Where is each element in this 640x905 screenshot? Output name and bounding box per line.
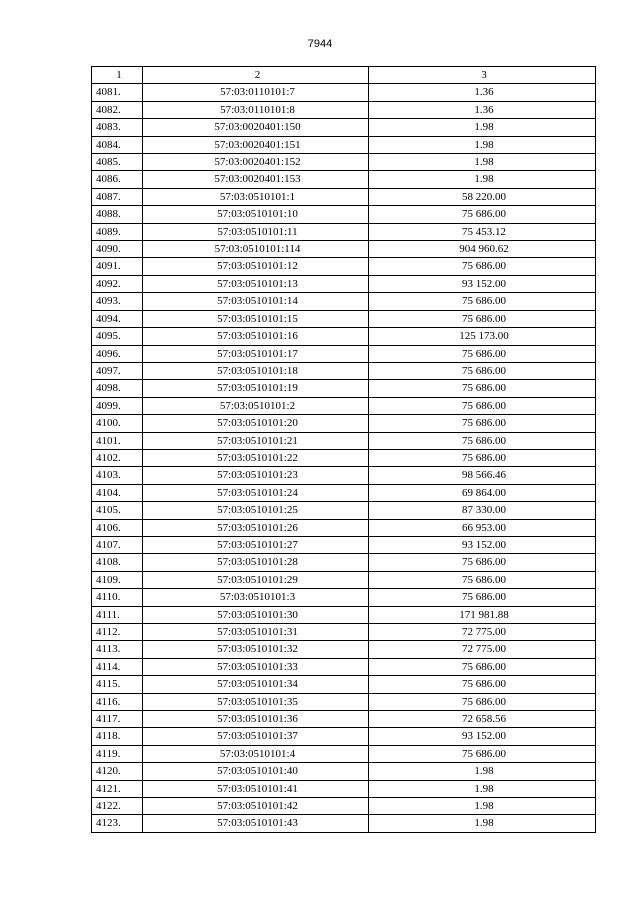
table-row (92, 171, 596, 188)
cadastral-number-cell: 57:03:0510101:1 (143, 188, 369, 205)
table-row (92, 136, 596, 153)
table-row (92, 467, 596, 484)
cadastral-number-cell: 57:03:0020401:150 (143, 119, 369, 136)
column-header-cadastral-number: 2 (143, 67, 369, 84)
table-row (92, 241, 596, 258)
cadastral-value-cell: 75 686.00 (369, 345, 596, 362)
table-row (92, 362, 596, 379)
cadastral-value-cell: 1.36 (369, 84, 596, 101)
row-number-cell: 4099. (92, 397, 143, 414)
cadastral-number-cell: 57:03:0510101:30 (143, 606, 369, 623)
row-number-cell: 4112. (92, 624, 143, 641)
table-row (92, 310, 596, 327)
cadastral-value-cell: 75 453.12 (369, 223, 596, 240)
row-number-cell: 4122. (92, 798, 143, 815)
cadastral-number-cell: 57:03:0510101:21 (143, 432, 369, 449)
table-row (92, 763, 596, 780)
cadastral-value-cell: 72 658.56 (369, 711, 596, 728)
cadastral-value-cell: 1.98 (369, 763, 596, 780)
row-number-cell: 4084. (92, 136, 143, 153)
cadastral-number-cell: 57:03:0510101:20 (143, 415, 369, 432)
row-number-cell: 4100. (92, 415, 143, 432)
table-row (92, 397, 596, 414)
cadastral-number-cell: 57:03:0510101:14 (143, 293, 369, 310)
cadastral-value-cell: 75 686.00 (369, 310, 596, 327)
cadastral-value-cell: 1.98 (369, 136, 596, 153)
cadastral-value-cell: 69 864.00 (369, 484, 596, 501)
row-number-cell: 4123. (92, 815, 143, 832)
table-row (92, 119, 596, 136)
cadastral-number-cell: 57:03:0110101:8 (143, 101, 369, 118)
cadastral-value-cell: 75 686.00 (369, 658, 596, 675)
cadastral-number-cell: 57:03:0510101:4 (143, 745, 369, 762)
cadastral-number-cell: 57:03:0510101:35 (143, 693, 369, 710)
cadastral-number-cell: 57:03:0510101:36 (143, 711, 369, 728)
cadastral-value-cell: 93 152.00 (369, 536, 596, 553)
cadastral-number-cell: 57:03:0510101:26 (143, 519, 369, 536)
row-number-cell: 4082. (92, 101, 143, 118)
row-number-cell: 4117. (92, 711, 143, 728)
row-number-cell: 4103. (92, 467, 143, 484)
cadastral-value-cell: 72 775.00 (369, 624, 596, 641)
table-row (92, 711, 596, 728)
table-row (92, 258, 596, 275)
table-row (92, 624, 596, 641)
cadastral-number-cell: 57:03:0510101:40 (143, 763, 369, 780)
row-number-cell: 4090. (92, 241, 143, 258)
row-number-cell: 4106. (92, 519, 143, 536)
page-number: 7944 (307, 38, 333, 50)
row-number-cell: 4111. (92, 606, 143, 623)
cadastral-value-cell: 87 330.00 (369, 502, 596, 519)
cadastral-value-cell: 1.98 (369, 798, 596, 815)
table-row (92, 519, 596, 536)
cadastral-number-cell: 57:03:0510101:3 (143, 589, 369, 606)
row-number-cell: 4091. (92, 258, 143, 275)
cadastral-value-cell: 72 775.00 (369, 641, 596, 658)
cadastral-value-cell: 1.98 (369, 815, 596, 832)
row-number-cell: 4094. (92, 310, 143, 327)
cadastral-value-cell: 75 686.00 (369, 693, 596, 710)
cadastral-number-cell: 57:03:0510101:2 (143, 397, 369, 414)
cadastral-number-cell: 57:03:0020401:153 (143, 171, 369, 188)
table-row (92, 84, 596, 101)
cadastral-value-cell: 75 686.00 (369, 571, 596, 588)
row-number-cell: 4093. (92, 293, 143, 310)
cadastral-number-cell: 57:03:0510101:19 (143, 380, 369, 397)
table-row (92, 380, 596, 397)
cadastral-value-table (91, 66, 596, 833)
table-row (92, 606, 596, 623)
cadastral-value-cell: 1.98 (369, 119, 596, 136)
table-row (92, 449, 596, 466)
cadastral-number-cell: 57:03:0510101:23 (143, 467, 369, 484)
cadastral-number-cell: 57:03:0510101:16 (143, 328, 369, 345)
table-row (92, 745, 596, 762)
cadastral-value-cell: 904 960.62 (369, 241, 596, 258)
cadastral-value-cell: 125 173.00 (369, 328, 596, 345)
cadastral-number-cell: 57:03:0020401:151 (143, 136, 369, 153)
cadastral-number-cell: 57:03:0510101:33 (143, 658, 369, 675)
column-header-value: 3 (369, 67, 596, 84)
table-row (92, 101, 596, 118)
cadastral-number-cell: 57:03:0510101:28 (143, 554, 369, 571)
cadastral-number-cell: 57:03:0510101:12 (143, 258, 369, 275)
cadastral-value-cell: 75 686.00 (369, 258, 596, 275)
cadastral-number-cell: 57:03:0510101:18 (143, 362, 369, 379)
table-row (92, 206, 596, 223)
row-number-cell: 4095. (92, 328, 143, 345)
table-row (92, 815, 596, 832)
cadastral-number-cell: 57:03:0510101:31 (143, 624, 369, 641)
cadastral-number-cell: 57:03:0510101:41 (143, 780, 369, 797)
cadastral-value-cell: 75 686.00 (369, 380, 596, 397)
row-number-cell: 4104. (92, 484, 143, 501)
table-row (92, 432, 596, 449)
table-row (92, 658, 596, 675)
cadastral-value-cell: 75 686.00 (369, 362, 596, 379)
row-number-cell: 4115. (92, 676, 143, 693)
cadastral-value-cell: 1.36 (369, 101, 596, 118)
cadastral-value-cell: 58 220.00 (369, 188, 596, 205)
row-number-cell: 4088. (92, 206, 143, 223)
table-row (92, 554, 596, 571)
table-row (92, 693, 596, 710)
cadastral-value-cell: 75 686.00 (369, 589, 596, 606)
cadastral-value-cell: 75 686.00 (369, 293, 596, 310)
row-number-cell: 4089. (92, 223, 143, 240)
cadastral-value-cell: 75 686.00 (369, 554, 596, 571)
table-row (92, 328, 596, 345)
cadastral-value-cell: 66 953.00 (369, 519, 596, 536)
row-number-cell: 4086. (92, 171, 143, 188)
row-number-cell: 4098. (92, 380, 143, 397)
cadastral-number-cell: 57:03:0510101:25 (143, 502, 369, 519)
cadastral-number-cell: 57:03:0510101:42 (143, 798, 369, 815)
table-row (92, 589, 596, 606)
table-row (92, 188, 596, 205)
cadastral-number-cell: 57:03:0510101:15 (143, 310, 369, 327)
table-header-row (92, 67, 596, 84)
row-number-cell: 4116. (92, 693, 143, 710)
table-row (92, 536, 596, 553)
table-row (92, 728, 596, 745)
row-number-cell: 4092. (92, 275, 143, 292)
row-number-cell: 4087. (92, 188, 143, 205)
column-header-number: 1 (92, 67, 143, 84)
cadastral-number-cell: 57:03:0510101:29 (143, 571, 369, 588)
cadastral-number-cell: 57:03:0510101:114 (143, 241, 369, 258)
cadastral-value-cell: 75 686.00 (369, 206, 596, 223)
table-row (92, 484, 596, 501)
row-number-cell: 4108. (92, 554, 143, 571)
cadastral-number-cell: 57:03:0020401:152 (143, 154, 369, 171)
cadastral-value-cell: 75 686.00 (369, 432, 596, 449)
row-number-cell: 4081. (92, 84, 143, 101)
table-row (92, 502, 596, 519)
cadastral-number-cell: 57:03:0110101:7 (143, 84, 369, 101)
row-number-cell: 4096. (92, 345, 143, 362)
row-number-cell: 4101. (92, 432, 143, 449)
cadastral-value-cell: 75 686.00 (369, 745, 596, 762)
row-number-cell: 4107. (92, 536, 143, 553)
cadastral-number-cell: 57:03:0510101:27 (143, 536, 369, 553)
table-row (92, 780, 596, 797)
cadastral-value-cell: 171 981.88 (369, 606, 596, 623)
cadastral-value-cell: 75 686.00 (369, 397, 596, 414)
table-row (92, 223, 596, 240)
table-row (92, 345, 596, 362)
cadastral-value-cell: 75 686.00 (369, 415, 596, 432)
cadastral-value-cell: 75 686.00 (369, 449, 596, 466)
cadastral-number-cell: 57:03:0510101:17 (143, 345, 369, 362)
row-number-cell: 4121. (92, 780, 143, 797)
table-row (92, 415, 596, 432)
row-number-cell: 4105. (92, 502, 143, 519)
cadastral-number-cell: 57:03:0510101:24 (143, 484, 369, 501)
row-number-cell: 4085. (92, 154, 143, 171)
cadastral-number-cell: 57:03:0510101:13 (143, 275, 369, 292)
table-row (92, 154, 596, 171)
row-number-cell: 4119. (92, 745, 143, 762)
row-number-cell: 4118. (92, 728, 143, 745)
cadastral-value-cell: 1.98 (369, 171, 596, 188)
cadastral-value-cell: 1.98 (369, 154, 596, 171)
table-row (92, 798, 596, 815)
cadastral-value-cell: 93 152.00 (369, 728, 596, 745)
cadastral-number-cell: 57:03:0510101:37 (143, 728, 369, 745)
cadastral-number-cell: 57:03:0510101:34 (143, 676, 369, 693)
row-number-cell: 4120. (92, 763, 143, 780)
row-number-cell: 4113. (92, 641, 143, 658)
cadastral-number-cell: 57:03:0510101:22 (143, 449, 369, 466)
table-row (92, 676, 596, 693)
cadastral-value-cell: 75 686.00 (369, 676, 596, 693)
cadastral-number-cell: 57:03:0510101:32 (143, 641, 369, 658)
table-body (92, 84, 596, 832)
row-number-cell: 4109. (92, 571, 143, 588)
cadastral-number-cell: 57:03:0510101:10 (143, 206, 369, 223)
cadastral-number-cell: 57:03:0510101:43 (143, 815, 369, 832)
cadastral-value-cell: 93 152.00 (369, 275, 596, 292)
table-row (92, 571, 596, 588)
cadastral-value-cell: 98 566.46 (369, 467, 596, 484)
cadastral-number-cell: 57:03:0510101:11 (143, 223, 369, 240)
row-number-cell: 4110. (92, 589, 143, 606)
row-number-cell: 4097. (92, 362, 143, 379)
row-number-cell: 4102. (92, 449, 143, 466)
row-number-cell: 4114. (92, 658, 143, 675)
table-row (92, 275, 596, 292)
row-number-cell: 4083. (92, 119, 143, 136)
table-row (92, 641, 596, 658)
table-row (92, 293, 596, 310)
cadastral-value-cell: 1.98 (369, 780, 596, 797)
